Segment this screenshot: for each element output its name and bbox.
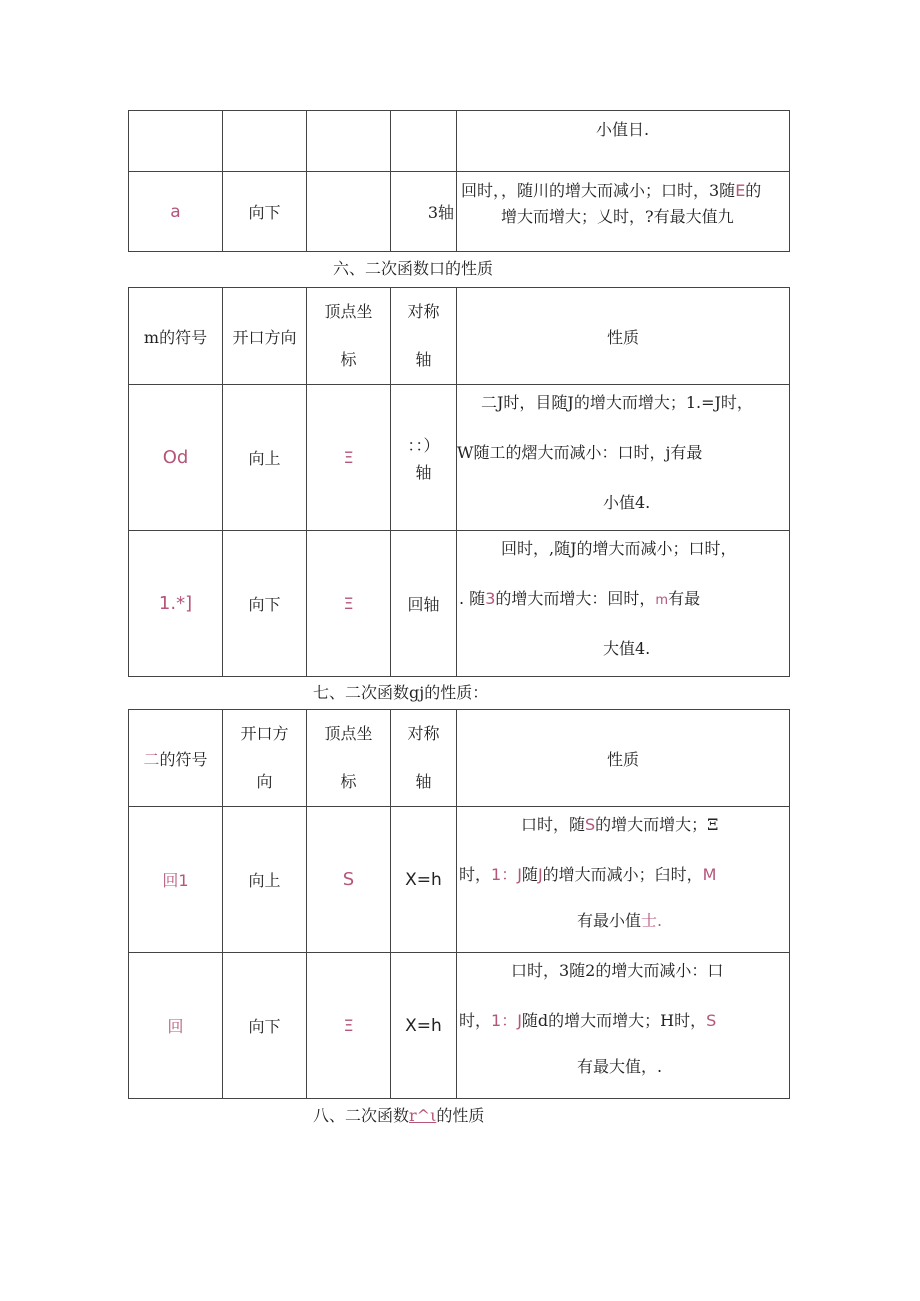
table-header-row: m的符号 开口方向 顶点坐 标 对称 轴 性质	[129, 288, 790, 385]
table-header-row: 二的符号 开口方 向 顶点坐 标 对称 轴 性质	[129, 710, 790, 807]
vertex-cell: Ξ	[343, 448, 354, 467]
sign-cell: 回1	[162, 871, 189, 890]
header-sign: 二的符号	[143, 749, 208, 769]
header-direction: 开口方	[240, 724, 289, 743]
header-direction: 开口方向	[232, 327, 297, 347]
property-line: 大值4.	[603, 639, 651, 658]
table-row	[129, 531, 790, 677]
axis-cell: ：：）	[407, 435, 440, 455]
sign-cell: Od	[162, 447, 189, 468]
property-line: 有最小值士.	[577, 911, 663, 930]
header-vertex: 顶点坐	[324, 302, 373, 321]
axis-cell: X=h	[405, 869, 442, 890]
axis-cell: X=h	[405, 1015, 442, 1036]
property-line: 时，1：J随J的增大而减小；臼时，M	[459, 865, 717, 884]
property-line: 二J时，目随J的增大而增大；1.=J时，	[481, 393, 753, 412]
direction-cell: 向下	[248, 203, 281, 222]
property-line: 小值4.	[603, 493, 651, 512]
property-line: 回时，,随J的增大而减小；口时，	[501, 539, 737, 558]
table-3	[128, 709, 790, 1099]
section-heading-7: 七、二次函数gj的性质：	[313, 683, 489, 702]
axis-cell: 回轴	[407, 595, 440, 614]
property-text: 小值日.	[596, 120, 650, 139]
property-line: W随工的熠大而减小：口时，j有最	[457, 443, 703, 462]
table-row	[129, 172, 790, 252]
property-line: 有最大值，.	[577, 1057, 663, 1076]
direction-cell: 向下	[248, 595, 281, 614]
property-line: 增大而增大；乂时，?有最大值九	[501, 207, 734, 226]
header-property: 性质	[606, 327, 639, 347]
table-2	[128, 287, 790, 677]
direction-cell: 向上	[248, 871, 281, 890]
header-sign: m的符号	[143, 327, 208, 347]
sign-cell: a	[170, 201, 181, 222]
header-property: 性质	[606, 749, 639, 769]
vertex-cell: Ξ	[343, 1016, 354, 1035]
table-row	[129, 953, 790, 1099]
table-row: Od 向上 Ξ ：：） 轴 二J时，目随J的增大而增大；1.=J时， W随工的熠大而减小：口时，j有最 小值4.	[129, 385, 790, 531]
property-line: . 随3的增大而增大：回时，m有最	[459, 589, 701, 608]
header-axis: 对称	[407, 724, 440, 743]
table-1	[128, 110, 790, 252]
section-heading-6: 六、二次函数口的性质	[333, 259, 494, 278]
direction-cell: 向上	[248, 449, 281, 468]
section-heading-8: 八、二次函数r^ι的性质	[313, 1106, 485, 1125]
header-vertex: 顶点坐	[324, 724, 373, 743]
property-line: 口时，随S的增大而增大；Ξ	[521, 815, 719, 834]
table-row	[129, 111, 790, 172]
sign-cell: 回	[167, 1017, 184, 1036]
axis-cell: 3轴	[427, 203, 454, 222]
table-row	[129, 807, 790, 953]
direction-cell: 向下	[248, 1017, 281, 1036]
header-axis: 对称	[407, 302, 440, 321]
property-line: 回时，，随川的增大而减小；口时，3随E的	[461, 181, 762, 200]
vertex-cell: S	[342, 869, 355, 890]
sign-cell: 1.*]	[158, 593, 193, 614]
property-line: 时，1：J随d的增大而增大；H时，S	[459, 1011, 717, 1030]
vertex-cell: Ξ	[343, 594, 354, 613]
property-line: 口时，3随2的增大而减小：口	[511, 961, 724, 980]
